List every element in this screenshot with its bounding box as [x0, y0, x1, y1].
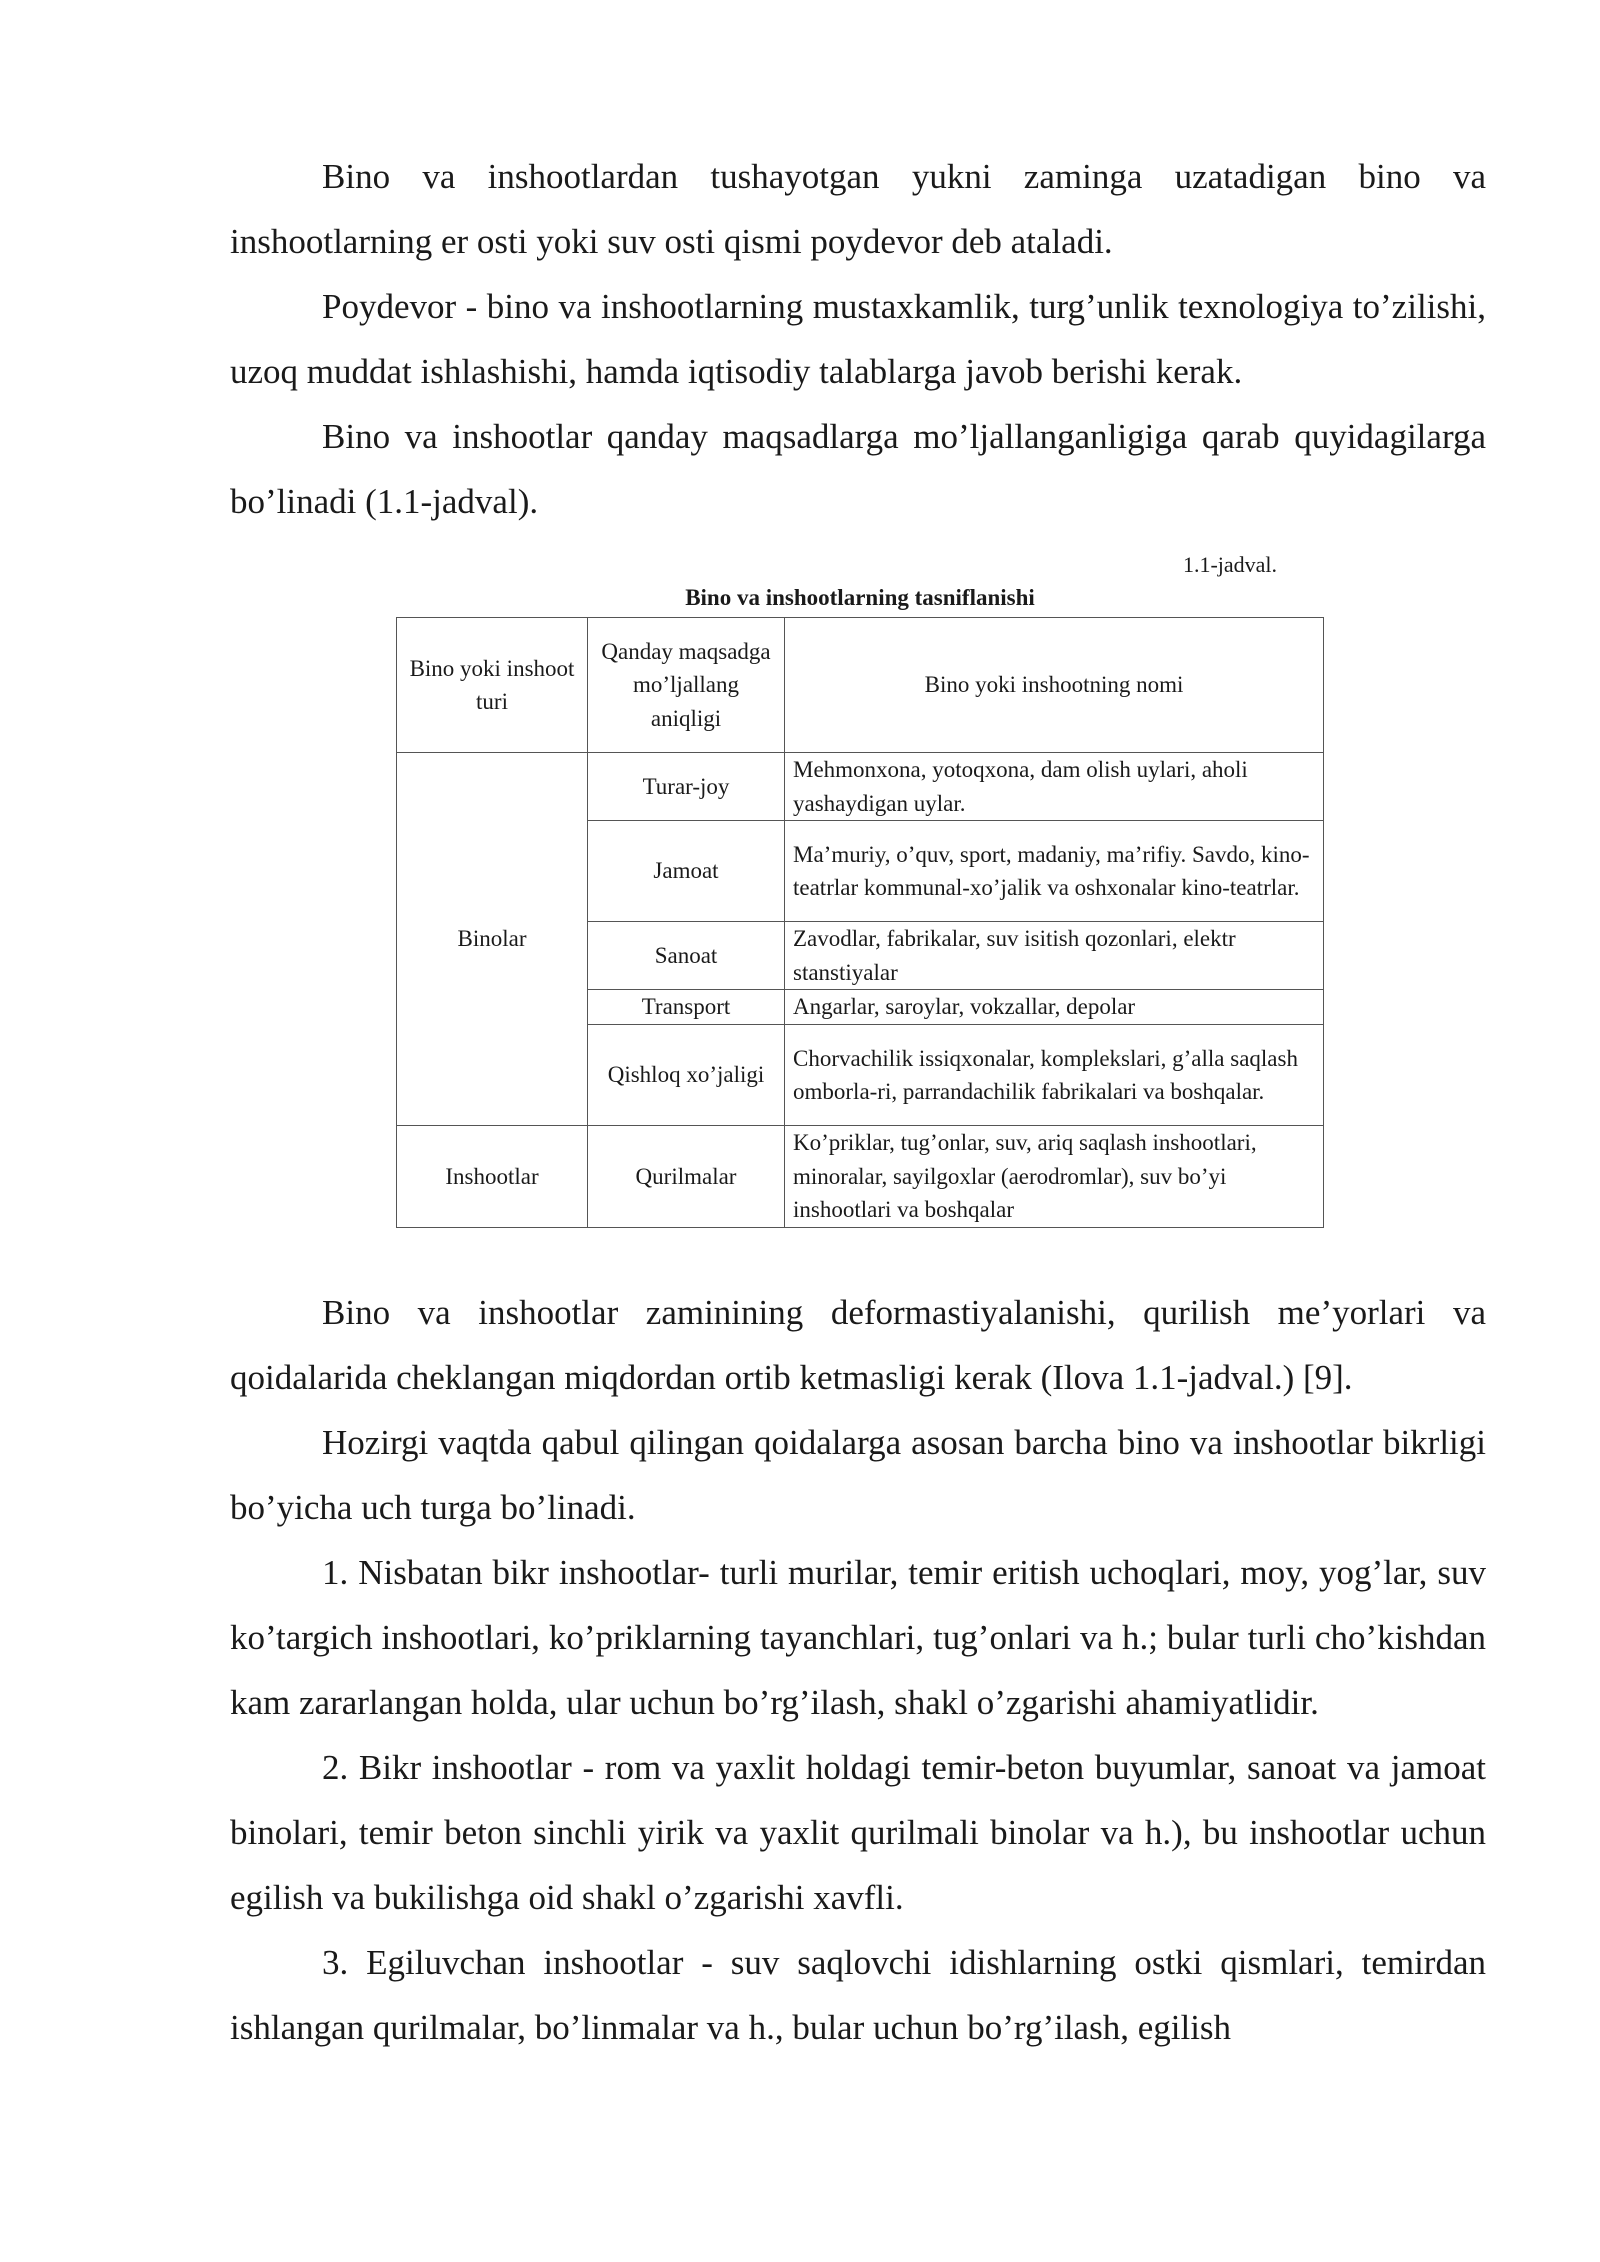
- header-type: Bino yoki inshoot turi: [397, 618, 588, 753]
- purpose-cell: Qishloq xo’jaligi: [588, 1025, 785, 1126]
- name-cell: Ko’priklar, tug’onlar, suv, ariq saqlash inshootlari, minoralar, sayilgoxlar (aerodromlar), suv bo’yi inshootlari va boshqalar: [785, 1126, 1324, 1228]
- purpose-cell: Jamoat: [588, 821, 785, 922]
- purpose-cell: Sanoat: [588, 922, 785, 990]
- purpose-cell: Turar-joy: [588, 753, 785, 821]
- paragraph: Hozirgi vaqtda qabul qilingan qoidalarga asosan barcha bino va inshootlar bikrligi bo’yicha uch turga bo’linadi.: [230, 1423, 1486, 1527]
- intro-text: [230, 144, 1486, 534]
- type-cell: Binolar: [397, 753, 588, 1126]
- table-row: [397, 1126, 1324, 1228]
- classification-table: [396, 617, 1324, 1228]
- paragraph: Bino va inshootlar qanday maqsadlarga mo’ljallanganligiga qarab quyidagilarga bo’linadi (1.1-jadval).: [230, 417, 1486, 521]
- paragraph: Bino va inshootlardan tushayotgan yukni zaminga uzatadigan bino va inshootlarning er osti yoki suv osti qismi poydevor deb ataladi.: [230, 157, 1486, 261]
- body-text: [230, 1280, 1486, 2060]
- header-purpose: Qanday maqsadga mo’ljallang aniqligi: [588, 618, 785, 753]
- name-cell: Zavodlar, fabrikalar, suv isitish qozonlari, elektr stanstiyalar: [785, 922, 1324, 990]
- paragraph: Bino va inshootlar zaminining deformastiyalanishi, qurilish me’yorlari va qoidalarida cheklangan miqdordan ortib ketmasligi kerak (Ilova 1.1-jadval.) [9].: [230, 1293, 1486, 1397]
- purpose-cell: Qurilmalar: [588, 1126, 785, 1228]
- name-cell: Chorvachilik issiqxonalar, komplekslari, g’alla saqlash omborla-ri, parrandachilik fabrikalari va boshqalar.: [785, 1025, 1324, 1126]
- table-row: [397, 753, 1324, 821]
- table-header-row: [397, 618, 1324, 753]
- paragraph: 2. Bikr inshootlar - rom va yaxlit holdagi temir-beton buyumlar, sanoat va jamoat binolari, temir beton sinchli yirik va yaxlit qurilmali binolar va h.), bu inshootlar uchun egilish va bukilishga oid shakl o’zgarishi xavfli.: [230, 1748, 1486, 1917]
- table-title: Bino va inshootlarning tasniflanishi: [685, 585, 1035, 610]
- paragraph: 3. Egiluvchan inshootlar - suv saqlovchi idishlarning ostki qismlari, temirdan ishlangan qurilmalar, bo’linmalar va h., bular uchun bo’rg’ilash, egilish: [230, 1943, 1486, 2047]
- paragraph: 1. Nisbatan bikr inshootlar- turli murilar, temir eritish uchoqlari, moy, yog’lar, suv ko’targich inshootlari, ko’priklarning tayanchlari, tug’onlari va h.; bular turli cho’kishdan kam zararlangan holda, ular uchun bo’rg’ilash, shakl o’zgarishi ahamiyatlidir.: [230, 1553, 1486, 1722]
- table-label: 1.1-jadval.: [1182, 552, 1278, 577]
- header-name: Bino yoki inshootning nomi: [785, 618, 1324, 753]
- purpose-cell: Transport: [588, 990, 785, 1025]
- type-cell: Inshootlar: [397, 1126, 588, 1228]
- name-cell: Angarlar, saroylar, vokzallar, depolar: [785, 990, 1324, 1025]
- paragraph: Poydevor - bino va inshootlarning mustaxkamlik, turg’unlik texnologiya to’zilishi, uzoq muddat ishlashishi, hamda iqtisodiy talablarga javob berishi kerak.: [230, 287, 1486, 391]
- name-cell: Mehmonxona, yotoqxona, dam olish uylari, aholi yashaydigan uylar.: [785, 753, 1324, 821]
- name-cell: Ma’muriy, o’quv, sport, madaniy, ma’rifiy. Savdo, kino-teatrlar kommunal-xo’jalik va oshxonalar kino-teatrlar.: [785, 821, 1324, 922]
